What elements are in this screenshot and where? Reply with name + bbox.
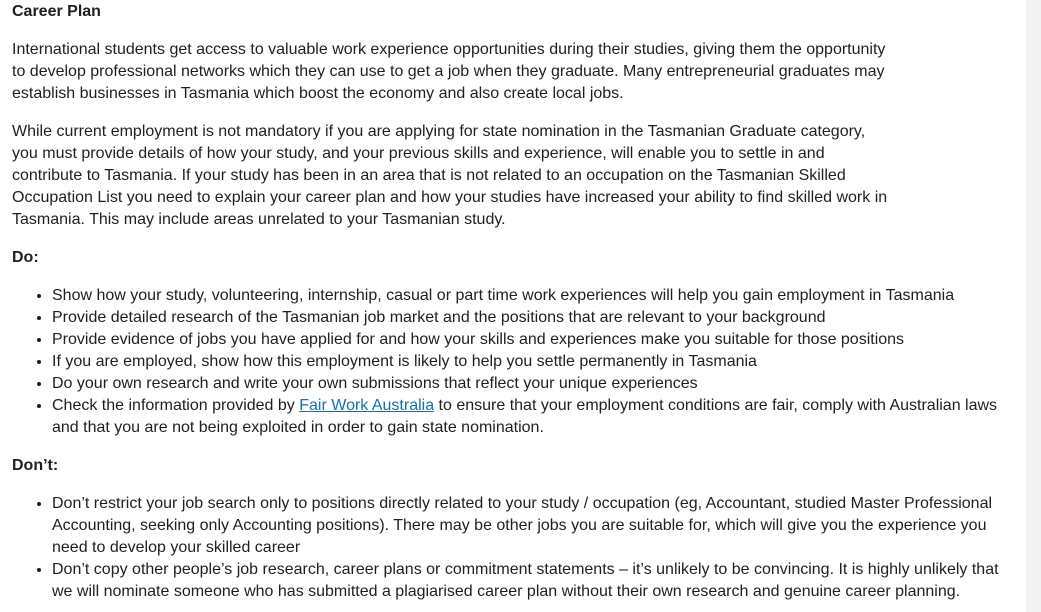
do-list-item: • Provide detailed research of the Tasmanian job market and the positions that are relevant to your background (52, 307, 1012, 329)
dont-heading: Don’t: (12, 457, 59, 474)
do-list-item: • Do your own research and write your own submissions that reflect your unique experiences (52, 373, 1012, 395)
do-heading: Do: (12, 249, 39, 266)
fair-work-text-after: to ensure that your employment conditions are fair, comply with Australian laws and that you are not being exploited in order to gain state nomination. (52, 397, 998, 436)
do-list-item: • Show how your study, volunteering, internship, casual or part time work experiences will help you gain employment in Tasmania (52, 285, 1012, 307)
do-list-item: • If you are employed, show how this employment is likely to help you settle permanently in Tasmania (52, 351, 1012, 373)
dont-list-item: • Don’t copy other people’s job research, career plans or commitment statements – it’s unlikely to be convincing. It is highly unlikely that we will nominate someone who has submitted a plagiarised career plan without their own research and genuine career planning. (52, 559, 1012, 603)
dont-list-item: • Don’t restrict your job search only to positions directly related to your study / occupation (eg, Accountant, studied Master Professional Accounting, seeking only Accounting positions). There may be other jobs you are suitable for, which will give you the experience you need to develop your skilled career (52, 493, 1012, 559)
fair-work-australia-link[interactable]: Fair Work Australia (299, 397, 435, 414)
do-list-item: • Provide evidence of jobs you have applied for and how your skills and experiences make you suitable for those positions (52, 329, 1012, 351)
do-list (12, 285, 1012, 439)
intro-paragraph: International students get access to valuable work experience opportunities during their studies, giving them the opportunity to develop professional networks which they can use to get a job when they graduate. Many entrepreneurial graduates may establish businesses in Tasmania which boost the economy and also create local jobs. (12, 41, 886, 102)
fair-work-text-before: Check the information provided by (52, 397, 300, 414)
scrollbar-track[interactable] (1026, 0, 1041, 612)
dont-list (12, 493, 1012, 603)
article-content (12, 1, 1012, 603)
page-title: Career Plan (12, 3, 101, 20)
do-list-item-fair-work (52, 395, 1012, 439)
body-paragraph: While current employment is not mandatory if you are applying for state nomination in the Tasmanian Graduate category, you must provide details of how your study, and your previous skills and experience, will enable you to settle in and contribute to Tasmania. If your study has been in an area that is not related to an occupation on the Tasmanian Skilled Occupation List you need to explain your career plan and how your studies have increased your ability to find skilled work in Tasmania. This may include areas unrelated to your Tasmanian study. (12, 123, 888, 228)
